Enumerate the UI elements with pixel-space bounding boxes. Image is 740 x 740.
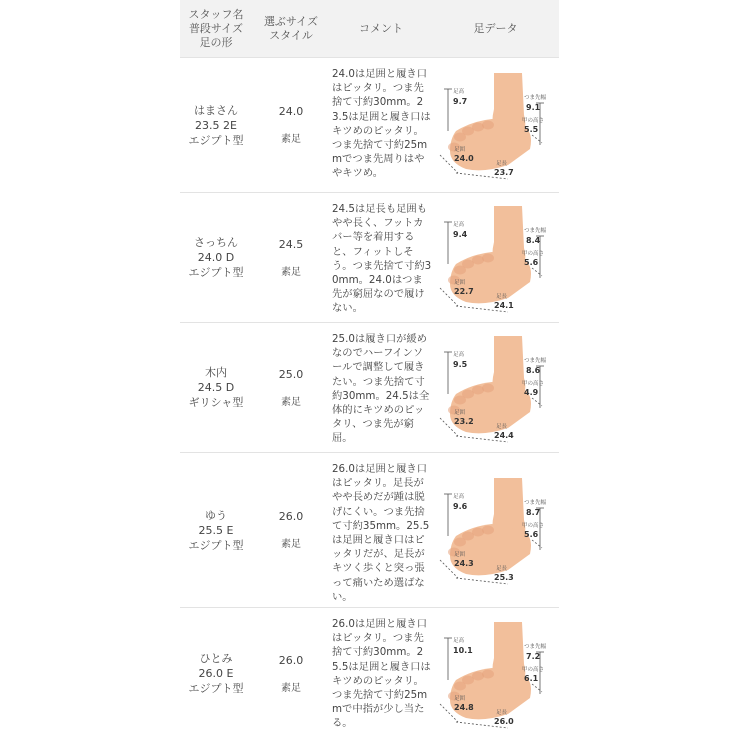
foot-height-label: 足高 [453, 637, 465, 644]
foot-length-value: 25.3 [494, 573, 514, 582]
wear-style: 素足 [281, 266, 301, 278]
wear-style: 素足 [281, 682, 301, 694]
comment-text: 24.5は足長も足囲もやや長く、フットカバー等を着用すると、フィットしそう。つま先捨て寸約30mm。24.0はつま先が窮屈なので履けない。 [332, 203, 432, 315]
foot-toe-label: つま先幅 [524, 95, 547, 101]
chosen-size: 24.5 [278, 237, 304, 251]
foot-shape: エジプト型 [188, 538, 244, 552]
header-comment: コメント [359, 21, 403, 35]
foot-data-cell [432, 453, 559, 607]
foot-toe-value: 9.1 [526, 103, 541, 112]
foot-height-label: 足高 [453, 89, 465, 95]
foot-instep-value: 5.6 [524, 257, 539, 267]
foot-shape: エジプト型 [188, 682, 244, 695]
foot-height-label: 足高 [453, 351, 465, 358]
foot-height-label: 足高 [453, 494, 465, 500]
foot-shape: エジプト型 [188, 266, 244, 279]
table-row [180, 323, 559, 453]
size-cell [252, 323, 330, 452]
foot-data-cell [432, 193, 559, 322]
staff-cell [180, 58, 252, 192]
header-staff: スタッフ名 普段サイズ 足の形 [188, 7, 244, 49]
staff-name: 木内 [205, 366, 227, 379]
comment-text: 24.0は足囲と履き口はピッタリ。つま先捨て寸約30mm。23.5は足囲と履き口はキツめのピッタリ。つま先捨て寸約25mmでつま先周りはややキツめ。 [332, 68, 431, 180]
foot-length-label: 足長 [496, 293, 508, 300]
usual-size: 24.0 D [197, 251, 235, 264]
foot-ball-value: 24.8 [454, 702, 474, 712]
wear-style: 素足 [281, 396, 301, 408]
foot-instep-value: 5.5 [524, 125, 539, 134]
table-row [180, 58, 559, 193]
foot-instep-label: 甲の高さ [522, 118, 545, 124]
foot-length-value: 24.4 [494, 430, 514, 440]
foot-instep-label: 甲の高さ [522, 666, 545, 673]
foot-toe-value: 7.2 [526, 651, 541, 661]
foot-shape: エジプト型 [188, 133, 244, 147]
foot-length-value: 26.0 [494, 716, 514, 726]
comment-text: 26.0は足囲と履き口はピッタリ。つま先捨て寸約30mm。25.5は足囲と履き口はキツめのピッタリ。つま先捨て寸約25mmで中指が少し当たる。 [332, 618, 431, 730]
foot-height-value: 9.6 [453, 502, 468, 511]
foot-length-label: 足長 [496, 161, 508, 167]
foot-shape: ギリシャ型 [188, 396, 244, 409]
staff-name: ひとみ [199, 652, 233, 665]
foot-ball-value: 23.2 [454, 416, 474, 426]
foot-ball-label: 足囲 [454, 552, 466, 558]
foot-diagram [436, 202, 558, 314]
foot-instep-value: 4.9 [524, 387, 539, 397]
chosen-size: 26.0 [278, 510, 304, 523]
usual-size: 26.0 E [198, 667, 234, 680]
foot-toe-label: つま先幅 [524, 227, 547, 234]
size-cell [252, 453, 330, 607]
staff-cell [180, 323, 252, 452]
foot-instep-value: 6.1 [524, 673, 539, 683]
foot-toe-value: 8.4 [526, 235, 541, 245]
foot-toe-label: つま先幅 [524, 643, 547, 650]
size-cell [252, 193, 330, 322]
staff-cell [180, 453, 252, 607]
foot-length-value: 24.1 [494, 300, 514, 310]
foot-ball-value: 22.7 [454, 286, 474, 296]
chosen-size: 24.0 [278, 105, 304, 118]
usual-size: 24.5 D [197, 381, 235, 394]
foot-ball-value: 24.3 [454, 559, 474, 568]
table-row [180, 608, 559, 739]
foot-ball-value: 24.0 [454, 154, 474, 163]
foot-diagram [436, 69, 558, 181]
foot-length-label: 足長 [496, 566, 508, 572]
foot-instep-label: 甲の高さ [522, 250, 545, 257]
size-table [180, 0, 559, 740]
header-foot-data: 足データ [473, 21, 518, 35]
foot-ball-label: 足囲 [454, 409, 466, 416]
table-header [180, 0, 559, 58]
foot-data-cell [432, 58, 559, 192]
chosen-size: 25.0 [278, 367, 304, 381]
foot-height-value: 9.5 [453, 359, 468, 369]
foot-height-value: 10.1 [453, 645, 473, 655]
foot-ball-label: 足囲 [454, 279, 466, 286]
foot-toe-label: つま先幅 [524, 500, 547, 506]
foot-toe-value: 8.7 [526, 508, 541, 517]
table-row [180, 453, 559, 608]
staff-name: ゆう [205, 508, 227, 522]
foot-toe-value: 8.6 [526, 365, 541, 375]
foot-length-label: 足長 [496, 423, 508, 430]
foot-toe-label: つま先幅 [524, 357, 547, 364]
size-cell [252, 58, 330, 192]
foot-length-label: 足長 [496, 709, 508, 716]
foot-diagram [436, 618, 558, 730]
foot-instep-label: 甲の高さ [522, 380, 545, 387]
foot-data-cell [432, 323, 559, 452]
foot-height-value: 9.4 [453, 229, 468, 239]
staff-name: はまさん [194, 103, 238, 117]
usual-size: 25.5 E [198, 523, 234, 537]
wear-style: 素足 [281, 539, 301, 550]
foot-ball-label: 足囲 [454, 695, 466, 702]
foot-diagram [436, 332, 558, 444]
foot-ball-label: 足囲 [454, 147, 466, 153]
foot-height-label: 足高 [453, 221, 465, 228]
usual-size: 23.5 2E [195, 118, 237, 132]
foot-length-value: 23.7 [494, 168, 514, 177]
size-cell [252, 608, 330, 739]
foot-height-value: 9.7 [453, 97, 468, 106]
staff-cell [180, 193, 252, 322]
staff-name: さっちん [194, 236, 238, 249]
comment-text: 25.0は履き口が緩めなのでハーフインソールで調整して履きたい。つま先捨て寸約30mm。24.5は全体的にキツめのピッタリ、つま先が窮屈。 [332, 333, 430, 445]
foot-data-cell [432, 608, 559, 739]
foot-instep-value: 5.6 [524, 530, 539, 539]
foot-instep-label: 甲の高さ [522, 523, 545, 529]
header-size: 選ぶサイズ スタイル [263, 14, 319, 42]
table-row [180, 193, 559, 323]
staff-cell [180, 608, 252, 739]
chosen-size: 26.0 [278, 653, 304, 667]
foot-diagram [436, 474, 558, 586]
comment-text: 26.0は足囲と履き口はピッタリ。足長がやや長めだが踵は脱げにくい。つま先捨て寸約35mm。25.5は足囲と履き口はピッタリだが、足長がキツく歩くと突っ張って痛いため選ばない。 [332, 463, 430, 603]
wear-style: 素足 [281, 134, 301, 145]
